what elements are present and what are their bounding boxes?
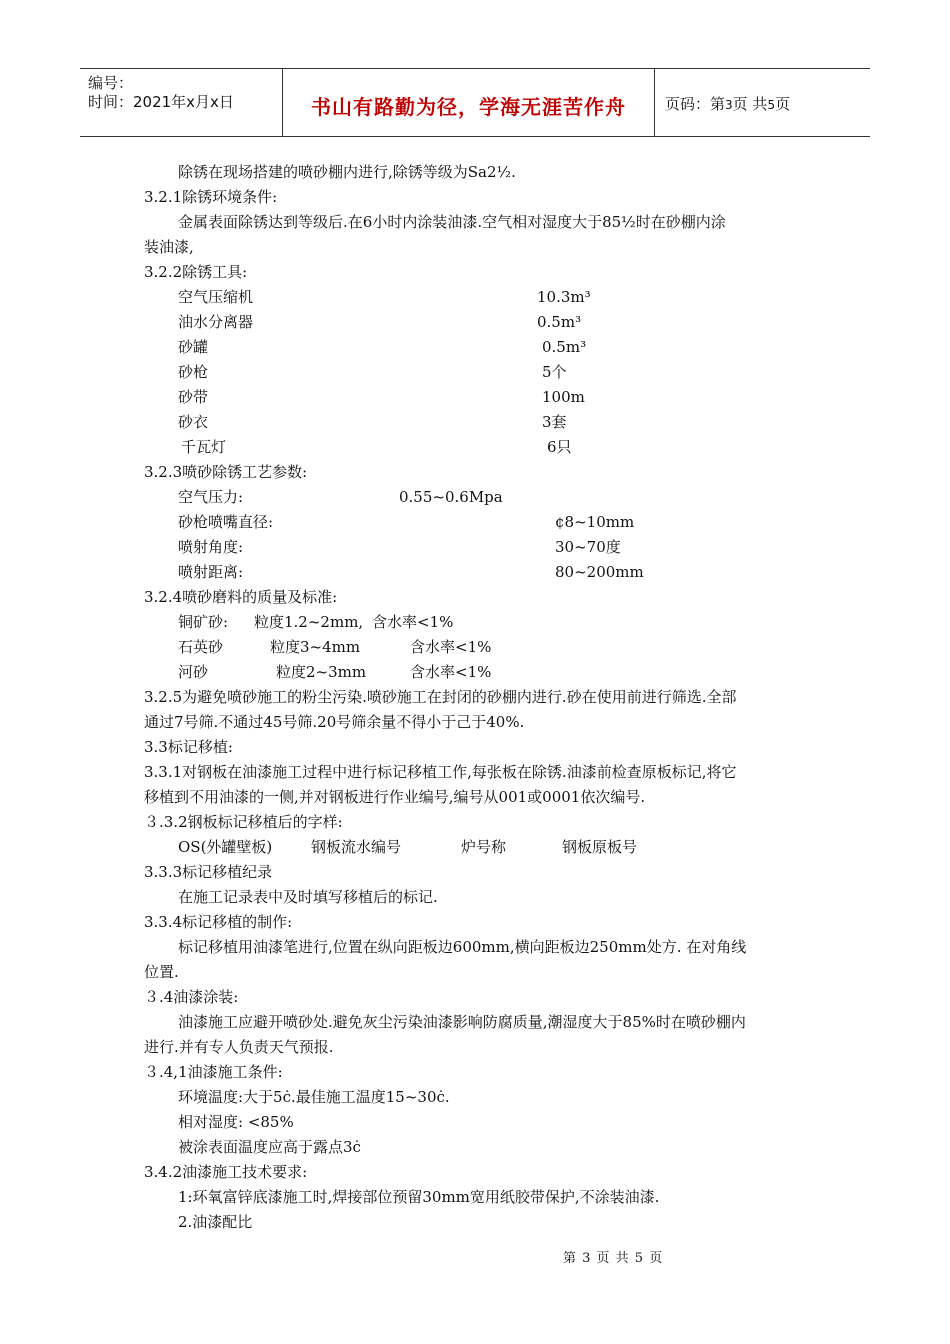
section-heading: 3.2.2除锈工具: <box>144 263 248 281</box>
section-heading: 3.2.3喷砂除锈工艺参数: <box>144 463 308 481</box>
paragraph: 装油漆, <box>144 238 194 256</box>
condition-line: 环境温度:大于5ċ.最佳施工温度15~30ċ. <box>178 1088 450 1106</box>
page-indicator: 页码：第3页 共5页 <box>665 95 791 113</box>
requirement-line: 2.油漆配比 <box>178 1213 253 1231</box>
abrasive-size: 粒度3~4mm <box>270 638 361 656</box>
paragraph: 3.2.5为避免喷砂施工的粉尘污染.喷砂施工在封闭的砂棚内进行.砂在使用前进行筛选.全部 <box>144 688 737 706</box>
section-heading: 3.3标记移植: <box>144 738 233 756</box>
condition-line: 被涂表面温度应高于露点3ċ <box>178 1138 361 1156</box>
param-name: 喷射角度: <box>178 538 244 556</box>
tool-name: 油水分离器 <box>178 313 254 331</box>
param-name: 空气压力: <box>178 488 244 506</box>
section-heading: ３.4,1油漆施工条件: <box>144 1063 283 1081</box>
header-page-cell <box>655 69 870 136</box>
section-heading: ３.4油漆涂装: <box>144 988 239 1006</box>
date-line: 时间：2021年x月x日 <box>88 93 234 111</box>
tool-value: 6只 <box>547 438 572 456</box>
tool-name: 砂枪 <box>178 363 209 381</box>
paragraph: 金属表面除锈达到等级后.在6小时内涂装油漆.空气相对湿度大于85½时在砂棚内涂 <box>178 213 726 231</box>
tool-name: 砂罐 <box>178 338 209 356</box>
param-value: 0.55~0.6Mpa <box>399 488 503 506</box>
section-heading: ３.3.2钢板标记移植后的字样: <box>144 813 343 831</box>
marking-item: OS(外罐壁板) <box>178 838 273 856</box>
abrasive-moisture: 含水率<1% <box>372 613 454 631</box>
abrasive-size: 粒度1.2~2mm, <box>254 613 364 631</box>
marking-item: 钢板流水编号 <box>311 838 402 856</box>
header-meta-cell <box>80 69 283 136</box>
param-value: 80~200mm <box>555 563 644 581</box>
abrasive-moisture: 含水率<1% <box>410 663 492 681</box>
tool-value: 0.5m³ <box>542 338 587 356</box>
page-current: 3 <box>725 98 733 112</box>
paragraph: 油漆施工应避开喷砂处.避免灰尘污染油漆影响防腐质量,潮湿度大于85%时在喷砂棚内 <box>178 1013 746 1031</box>
paragraph: 位置. <box>144 963 179 981</box>
tool-name: 砂衣 <box>178 413 209 431</box>
param-value: ¢8~10mm <box>555 513 635 531</box>
param-name: 砂枪喷嘴直径: <box>178 513 274 531</box>
tool-value: 10.3m³ <box>537 288 591 306</box>
page-header <box>80 68 870 137</box>
tool-name: 千瓦灯 <box>181 438 227 456</box>
tool-value: 0.5m³ <box>537 313 582 331</box>
motto: 书山有路勤为径，学海无涯苦作舟 <box>311 95 626 119</box>
paragraph: 移植到不用油漆的一侧,并对钢板进行作业编号,编号从001或0001依次编号. <box>144 788 646 806</box>
section-heading: 3.4.2油漆施工技术要求: <box>144 1163 308 1181</box>
code-label: 编号： <box>88 74 134 92</box>
abrasive-name: 石英砂 <box>178 638 224 656</box>
tool-value: 100m <box>542 388 585 406</box>
param-value: 30~70度 <box>555 538 621 556</box>
header-motto-cell <box>283 69 655 136</box>
abrasive-moisture: 含水率<1% <box>410 638 492 656</box>
marking-item: 炉号称 <box>461 838 507 856</box>
page-footer: 第 3 页 共 5 页 <box>563 1251 664 1266</box>
section-heading: 3.2.1除锈环境条件: <box>144 188 278 206</box>
tool-name: 空气压缩机 <box>178 288 254 306</box>
paragraph: 进行.并有专人负责天气预报. <box>144 1038 334 1056</box>
abrasive-name: 铜矿砂: <box>178 613 229 631</box>
section-heading: 3.2.4喷砂磨料的质量及标准: <box>144 588 338 606</box>
requirement-line: 1:环氧富锌底漆施工时,焊接部位预留30mm宽用纸胶带保护,不涂装油漆. <box>178 1188 660 1206</box>
paragraph: 3.3.1对钢板在油漆施工过程中进行标记移植工作,每张板在除锈.油漆前检查原板标记,将它 <box>144 763 737 781</box>
section-heading: 3.3.4标记移植的制作: <box>144 913 293 931</box>
paragraph: 在施工记录表中及时填写移植后的标记. <box>178 888 438 906</box>
tool-value: 5个 <box>542 363 567 381</box>
abrasive-name: 河砂 <box>178 663 209 681</box>
condition-line: 相对湿度: <85% <box>178 1113 294 1131</box>
page-total: 5 <box>767 98 776 112</box>
tool-value: 3套 <box>542 413 567 431</box>
paragraph: 标记移植用油漆笔进行,位置在纵向距板边600mm,横向距板边250mm处方. 在对角线 <box>178 938 747 956</box>
paragraph: 通过7号筛.不通过45号筛.20号筛余量不得小于己于40%. <box>144 713 525 731</box>
tool-name: 砂带 <box>178 388 209 406</box>
marking-item: 钢板原板号 <box>562 838 638 856</box>
section-heading: 3.3.3标记移植纪录 <box>144 863 273 881</box>
abrasive-size: 粒度2~3mm <box>276 663 367 681</box>
param-name: 喷射距离: <box>178 563 244 581</box>
paragraph: 除锈在现场搭建的喷砂棚内进行,除锈等级为Sa2½. <box>178 163 516 181</box>
